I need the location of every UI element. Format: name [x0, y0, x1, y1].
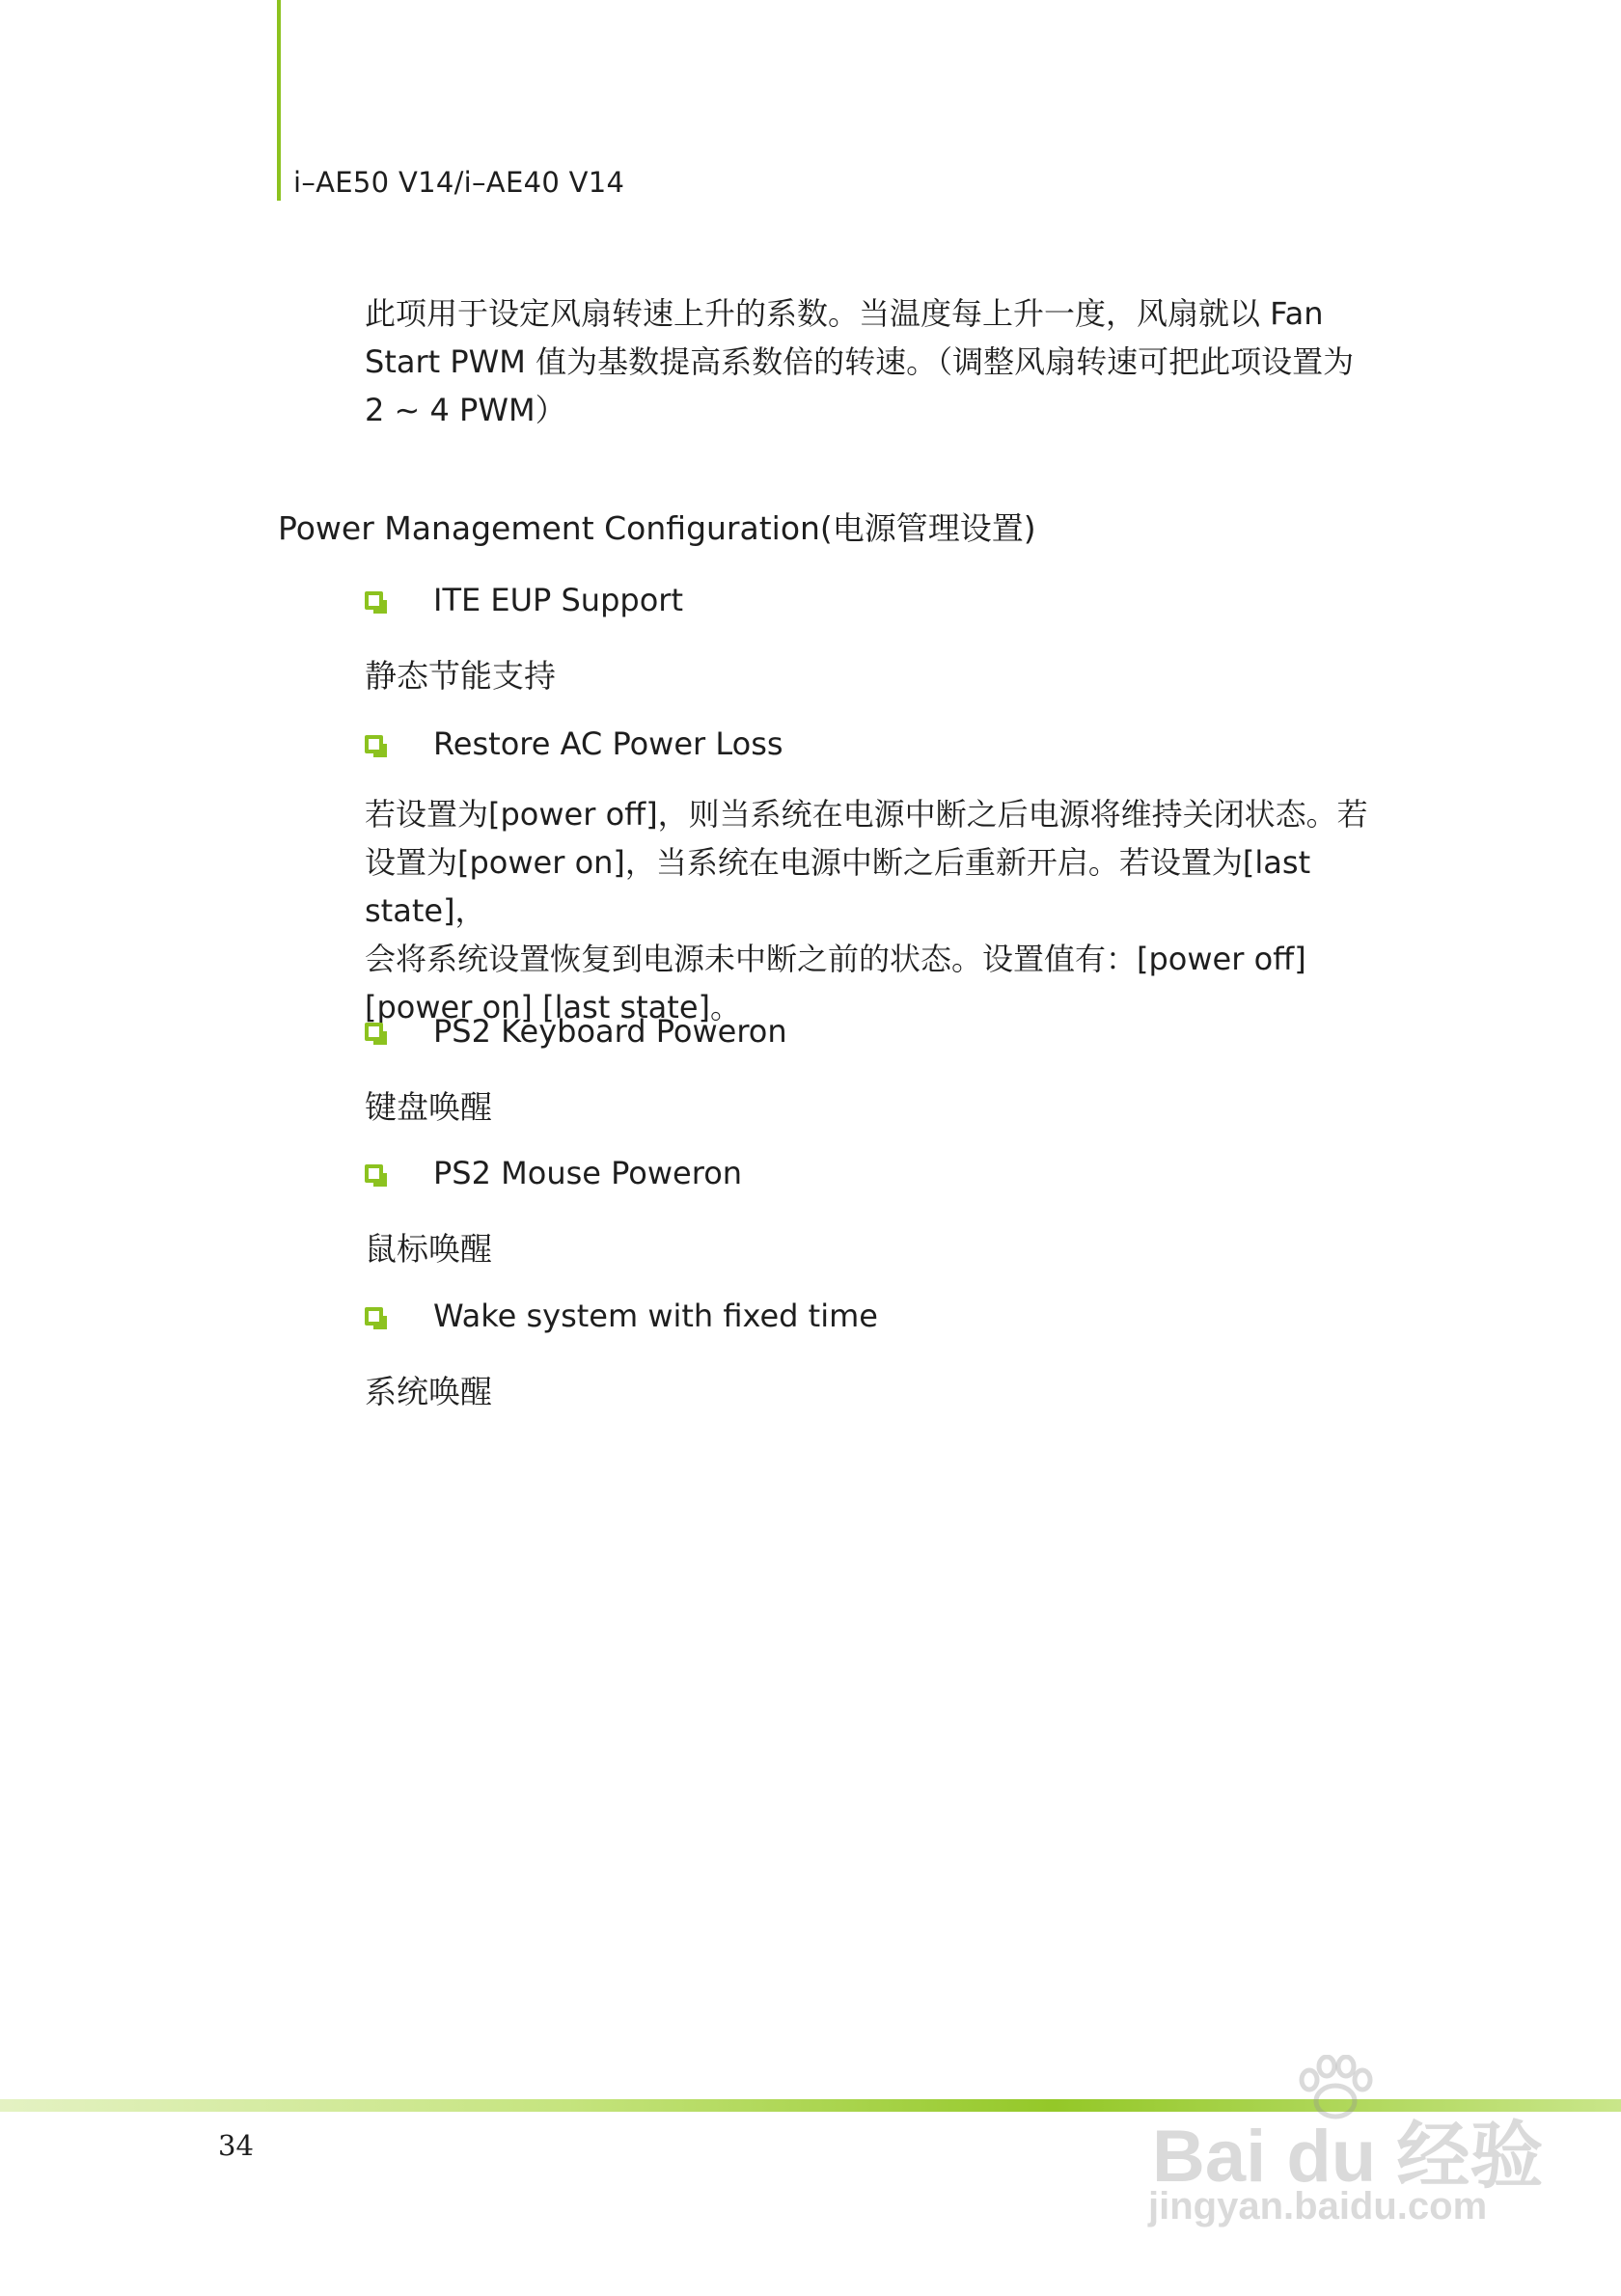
- page-number: 34: [218, 2129, 254, 2162]
- option-description: 鼠标唤醒: [365, 1230, 492, 1268]
- header-title: i–AE50 V14/i–AE40 V14: [293, 166, 625, 199]
- option-label: ITE EUP Support: [433, 582, 683, 618]
- option-item: [365, 1297, 878, 1335]
- description-line: 设置为[power on]，当系统在电源中断之后重新开启。若设置为[last state]，: [365, 844, 1311, 929]
- checkbox-bullet-icon: [365, 1164, 383, 1183]
- option-label: PS2 Keyboard Poweron: [433, 1013, 787, 1050]
- watermark-url: jingyan.baidu.com: [1148, 2185, 1488, 2228]
- intro-line: 此项用于设定风扇转速上升的系数。当温度每上升一度，风扇就以 Fan: [365, 295, 1324, 332]
- header-accent-bar: [277, 0, 281, 201]
- section-title: Power Management Configuration(电源管理设置): [278, 509, 1036, 547]
- checkbox-bullet-icon: [365, 1023, 383, 1041]
- description-line: [power on] [last state]。: [365, 989, 742, 1025]
- option-description: [365, 790, 1436, 1031]
- checkbox-bullet-icon: [365, 735, 383, 753]
- option-item: [365, 1154, 742, 1192]
- option-item: [365, 724, 783, 763]
- watermark-logo-text: Bai du 经验: [1152, 2116, 1544, 2198]
- paw-icon: [1292, 2055, 1379, 2122]
- option-description: 系统唤醒: [365, 1373, 492, 1410]
- option-label: PS2 Mouse Poweron: [433, 1155, 743, 1191]
- option-item: [365, 581, 683, 619]
- description-line: 若设置为[power off]，则当系统在电源中断之后电源将维持关闭状态。若: [365, 796, 1368, 833]
- option-item: [365, 1012, 787, 1051]
- checkbox-bullet-icon: [365, 591, 383, 610]
- description-line: 会将系统设置恢复到电源未中断之前的状态。设置值有：[power off]: [365, 941, 1306, 977]
- option-description: 静态节能支持: [365, 657, 556, 695]
- option-description: 键盘唤醒: [365, 1088, 492, 1126]
- option-label: Wake system with fixed time: [433, 1298, 878, 1334]
- intro-paragraph: [365, 289, 1436, 434]
- option-label: Restore AC Power Loss: [433, 725, 783, 762]
- intro-line: Start PWM 值为基数提高系数倍的转速。（调整风扇转速可把此项设置为: [365, 343, 1355, 380]
- intro-line: 2 ~ 4 PWM）: [365, 392, 566, 428]
- checkbox-bullet-icon: [365, 1307, 383, 1326]
